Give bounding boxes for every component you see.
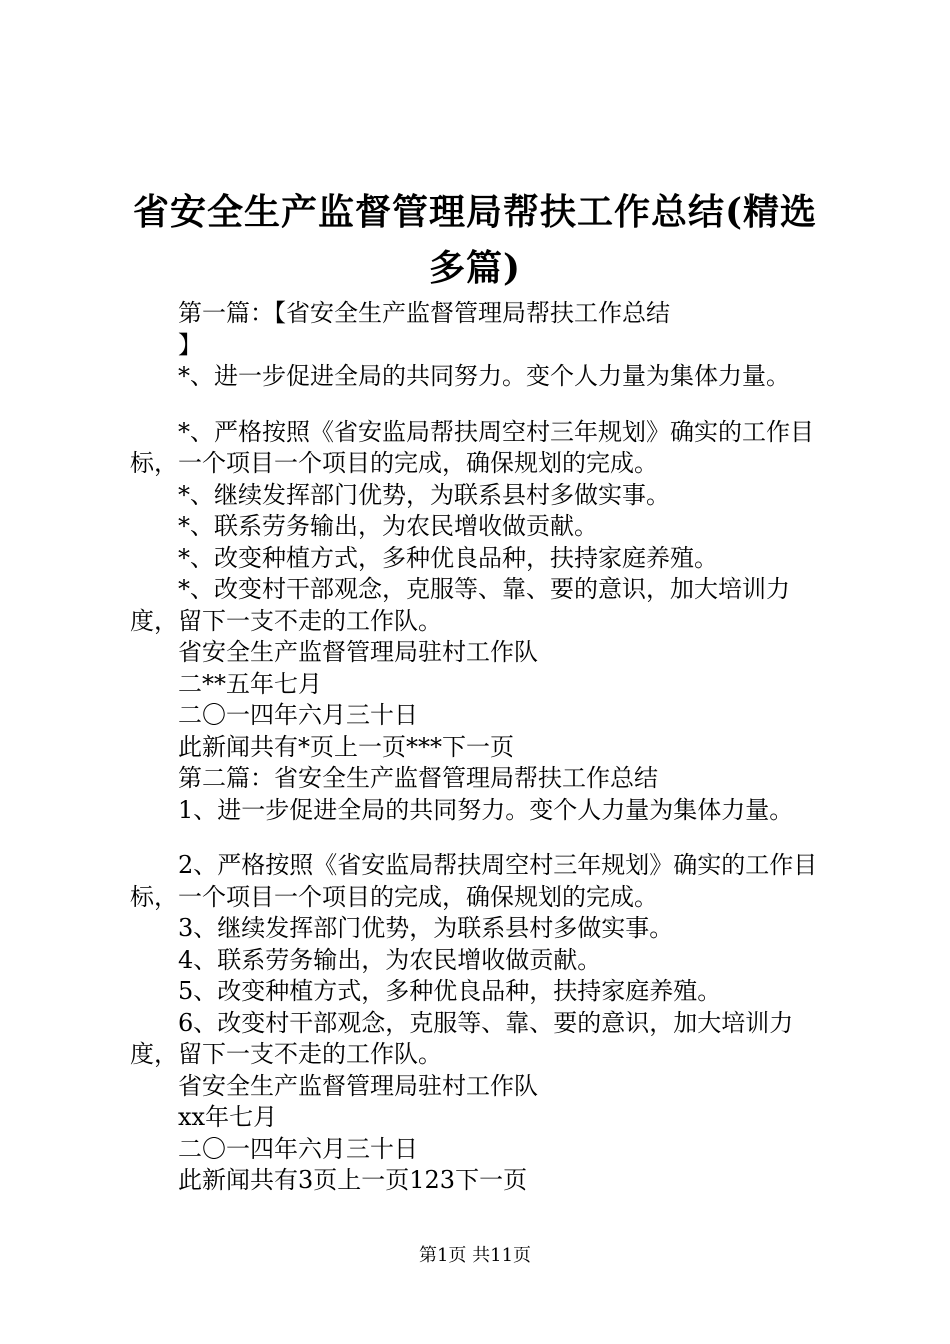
paragraph: 1、进一步促进全局的共同努力。变个人力量为集体力量。: [178, 795, 794, 824]
section-heading: 第二篇：省安全生产监督管理局帮扶工作总结: [178, 764, 658, 792]
paragraph: *、联系劳务输出，为农民增收做贡献。: [178, 512, 598, 540]
paragraph: 5、改变种植方式，多种优良品种，扶持家庭养殖。: [178, 977, 722, 1005]
signature-date: xx年七月: [178, 1103, 278, 1131]
paragraph: *、继续发挥部门优势，为联系县村多做实事。: [178, 480, 670, 509]
paragraph: *、进一步促进全局的共同努力。变个人力量为集体力量。: [178, 362, 790, 390]
paragraph: *、改变种植方式，多种优良品种，扶持家庭养殖。: [178, 543, 718, 572]
pagination-text: 此新闻共有*页上一页***下一页: [178, 732, 514, 761]
signature-date: 二**五年七月: [178, 669, 322, 698]
pagination-text: 此新闻共有3页上一页123下一页: [178, 1166, 528, 1194]
paragraph: *、严格按照《省安监局帮扶周空村三年规划》确实的工作目标，一个项目一个项目的完成，确保规划的完成。: [130, 417, 814, 477]
section-heading: 第一篇：【省安全生产监督管理局帮扶工作总结: [178, 299, 670, 327]
signature-org: 省安全生产监督管理局驻村工作队: [178, 638, 538, 666]
date-line: 二〇一四年六月三十日: [178, 701, 418, 729]
section-heading-bracket: 】: [178, 330, 202, 359]
document-title: 省安全生产监督管理局帮扶工作总结(精选多篇): [132, 191, 818, 289]
paragraph: *、改变村干部观念，克服等、靠、要的意识，加大培训力度，留下一支不走的工作队。: [130, 575, 790, 635]
paragraph: 6、改变村干部观念，克服等、靠、要的意识，加大培训力度，留下一支不走的工作队。: [130, 1008, 794, 1068]
page-footer: 第1页 共11页: [418, 1245, 532, 1266]
date-line: 二〇一四年六月三十日: [178, 1134, 418, 1163]
document-body: [130, 298, 830, 1197]
paragraph: 4、联系劳务输出，为农民增收做贡献。: [178, 945, 602, 974]
paragraph: 2、严格按照《省安监局帮扶周空村三年规划》确实的工作目标，一个项目一个项目的完成，确保规划的完成。: [130, 851, 818, 911]
paragraph: 3、继续发挥部门优势，为联系县村多做实事。: [178, 914, 674, 942]
signature-org: 省安全生产监督管理局驻村工作队: [178, 1071, 538, 1100]
